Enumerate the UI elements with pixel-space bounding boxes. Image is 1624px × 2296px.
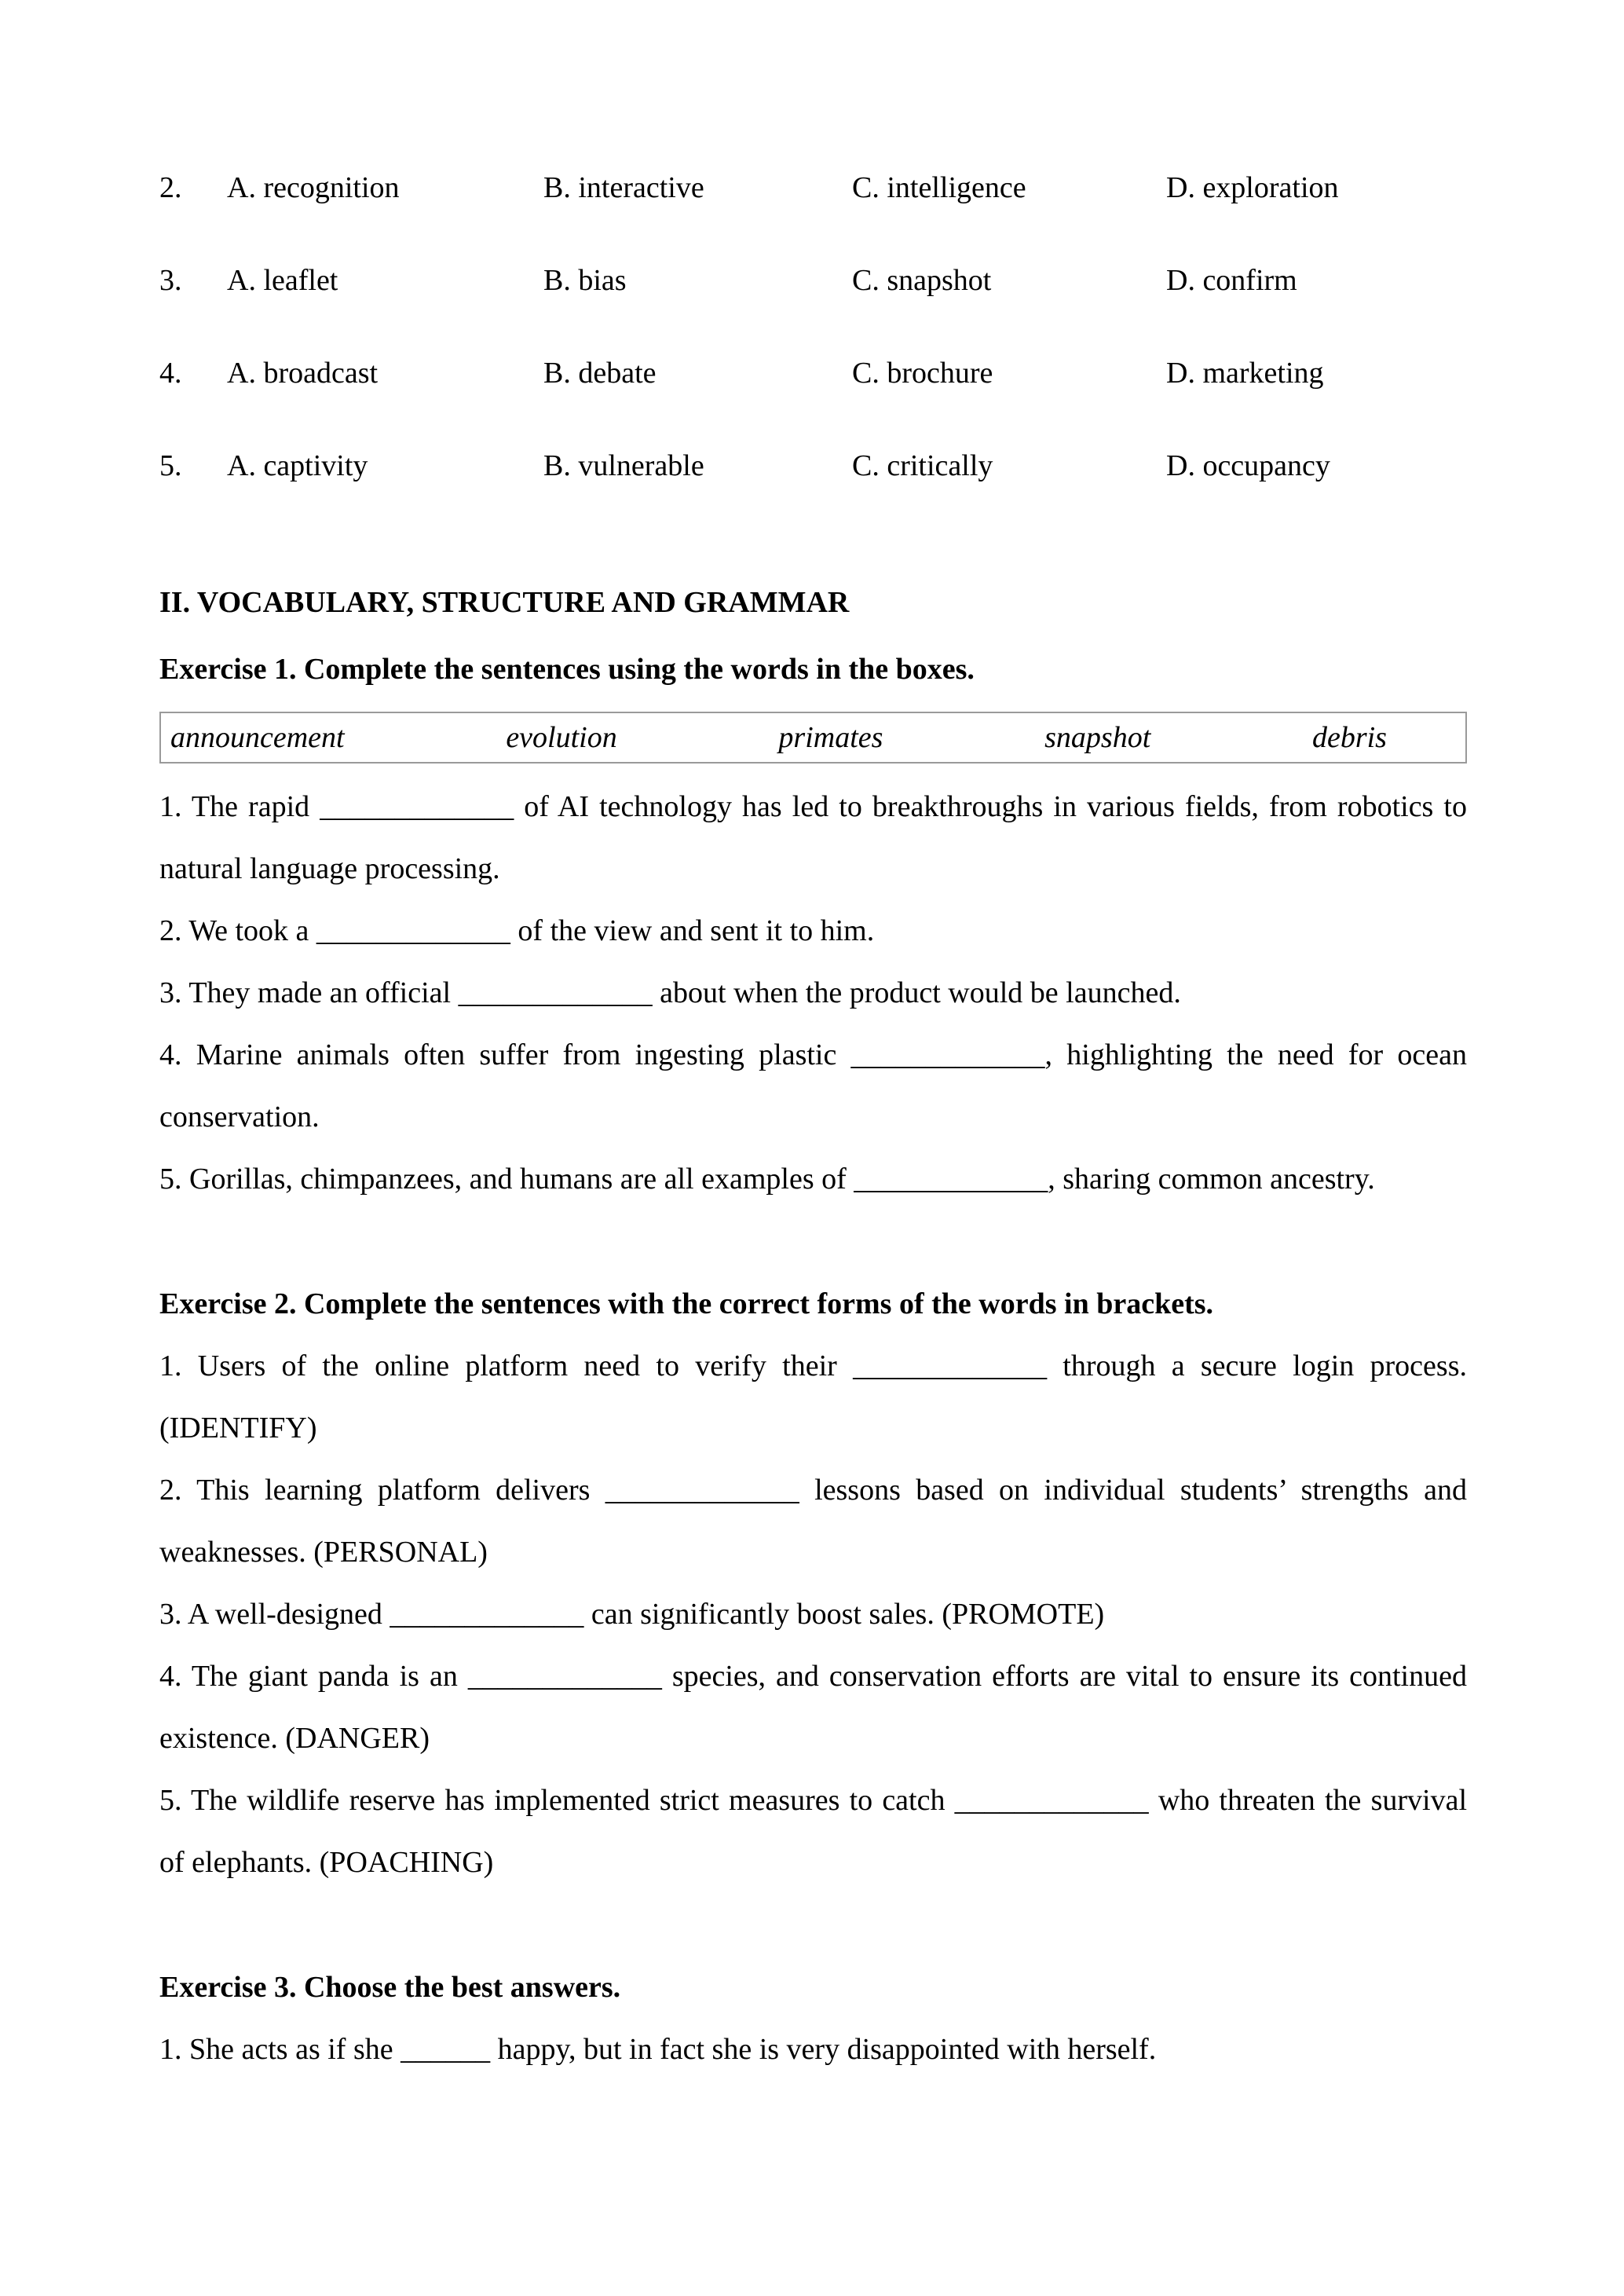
exercise1-sentence-4: 4. Marine animals often suffer from ingesting plastic _____________, highlighting the need for ocean conservation. <box>159 1038 1467 1133</box>
box-word: evolution <box>506 721 617 754</box>
exercise2-sentence-3: 3. A well-designed _____________ can significantly boost sales. (PROMOTE) <box>159 1598 1105 1631</box>
question-number: 3. <box>159 264 182 297</box>
box-word: announcement <box>170 721 345 754</box>
option-b: B. bias <box>543 264 627 297</box>
question-row-3 <box>159 250 1467 312</box>
option-b: B. debate <box>543 357 657 390</box>
question-row-4 <box>159 342 1467 405</box>
option-a: A. leaflet <box>227 264 338 297</box>
word-box <box>159 712 1467 764</box>
exercise1-sentence-3: 3. They made an official _____________ about when the product would be launched. <box>159 976 1181 1009</box>
section-title: II. VOCABULARY, STRUCTURE AND GRAMMAR <box>159 586 850 619</box>
option-a: A. captivity <box>227 449 368 482</box>
option-c: C. snapshot <box>852 264 992 297</box>
option-b: B. interactive <box>543 171 704 204</box>
exercise2-sentence-5: 5. The wildlife reserve has implemented strict measures to catch _____________ who threaten the survival of elephants. (POACHING) <box>159 1784 1467 1879</box>
option-d: D. occupancy <box>1166 449 1330 482</box>
option-b: B. vulnerable <box>543 449 704 482</box>
question-number: 2. <box>159 171 182 204</box>
mcq-section <box>159 157 1467 497</box>
exercise1-sentence-5: 5. Gorillas, chimpanzees, and humans are all examples of _____________, sharing common ancestry. <box>159 1163 1375 1196</box>
box-word: snapshot <box>1044 721 1151 754</box>
question-row-2 <box>159 157 1467 219</box>
option-d: D. exploration <box>1166 171 1339 204</box>
question-number: 5. <box>159 449 182 482</box>
exercise2-sentence-4: 4. The giant panda is an _____________ species, and conservation efforts are vital to ensure its continued existence. (DANGER) <box>159 1660 1467 1755</box>
exercise1-sentence-1: 1. The rapid _____________ of AI technology has led to breakthroughs in various fields, from robotics to natural language processing. <box>159 790 1467 885</box>
option-d: D. marketing <box>1166 357 1324 390</box>
option-a: A. recognition <box>227 171 400 204</box>
box-word: debris <box>1311 721 1387 754</box>
exercise1-sentence-2: 2. We took a _____________ of the view and sent it to him. <box>159 914 875 947</box>
option-c: C. intelligence <box>852 171 1026 204</box>
exercise2-sentence-2: 2. This learning platform delivers _____________ lessons based on individual students’ strengths and weaknesses. (PERSONAL) <box>159 1474 1467 1569</box>
option-c: C. critically <box>852 449 993 482</box>
exercise2-title: Exercise 2. Complete the sentences with the correct forms of the words in brackets. <box>159 1287 1214 1320</box>
exercise2-sentence-1: 1. Users of the online platform need to verify their _____________ through a secure login process. (IDENTIFY) <box>159 1349 1467 1445</box>
question-row-5 <box>159 435 1467 497</box>
exercise1-title: Exercise 1. Complete the sentences using the words in the boxes. <box>159 653 975 686</box>
option-a: A. broadcast <box>227 357 379 390</box>
box-word: primates <box>778 721 883 754</box>
exercise3-title: Exercise 3. Choose the best answers. <box>159 1971 621 2004</box>
option-d: D. confirm <box>1166 264 1297 297</box>
option-c: C. brochure <box>852 357 993 390</box>
exercise3-sentence-1: 1. She acts as if she ______ happy, but in fact she is very disappointed with herself. <box>159 2033 1157 2066</box>
question-number: 4. <box>159 357 182 390</box>
